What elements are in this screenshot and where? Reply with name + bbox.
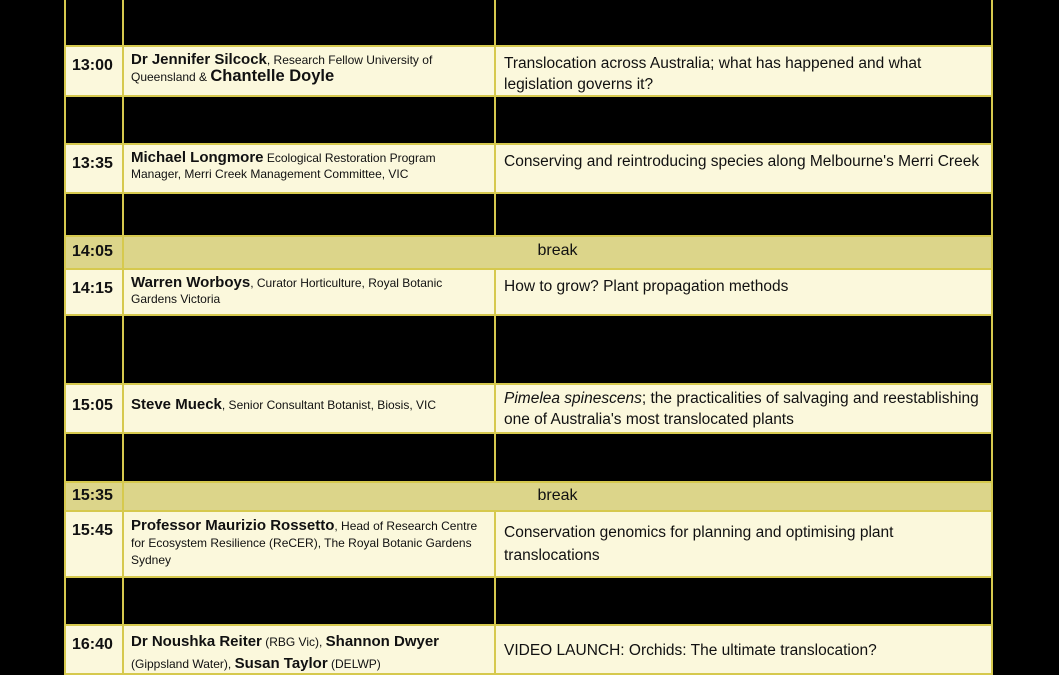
speaker-name: Professor Maurizio Rossetto bbox=[131, 517, 335, 534]
speaker-cell bbox=[124, 385, 496, 432]
speaker-cell bbox=[124, 0, 496, 45]
time-cell bbox=[66, 0, 124, 45]
session-time: 13:00 bbox=[66, 47, 124, 95]
break-time: 14:05 bbox=[66, 237, 124, 268]
session-row bbox=[64, 510, 993, 576]
speaker-cell bbox=[124, 97, 496, 143]
speaker-role: , Head of Research Centre for Ecosystem Resilience (ReCER), The Royal Botanic Gardens Sydney bbox=[131, 519, 478, 567]
topic-cell bbox=[496, 316, 991, 383]
topic-cell: VIDEO LAUNCH: Orchids: The ultimate translocation? bbox=[504, 642, 877, 659]
topic-cell bbox=[496, 97, 991, 143]
speaker-name: Warren Worboys bbox=[131, 274, 251, 291]
spacer-row bbox=[64, 576, 993, 624]
session-row bbox=[64, 143, 993, 192]
speaker-name: Chantelle Doyle bbox=[210, 67, 335, 85]
session-time: 13:35 bbox=[66, 145, 124, 192]
session-time: 15:05 bbox=[66, 385, 124, 432]
session-time: 16:40 bbox=[66, 626, 124, 673]
topic-cell: Translocation across Australia; what has happened and what legislation governs it? bbox=[504, 55, 922, 93]
break-time: 15:35 bbox=[66, 483, 124, 510]
break-label: break bbox=[537, 487, 578, 504]
session-row bbox=[64, 45, 993, 95]
schedule-table bbox=[64, 0, 993, 675]
speaker-role: Ecological Restoration Program Manager, Merri Creek Management Committee, VIC bbox=[131, 151, 436, 181]
speaker-name: Susan Taylor bbox=[234, 655, 328, 672]
topic-species: Pimelea spinescens bbox=[504, 390, 642, 407]
topic-cell bbox=[496, 578, 991, 624]
topic-cell bbox=[496, 385, 991, 432]
speaker-cell bbox=[124, 47, 496, 95]
speaker-cell bbox=[124, 194, 496, 235]
break-row bbox=[64, 235, 993, 268]
speaker-role: (RBG Vic), bbox=[261, 635, 326, 649]
time-cell bbox=[66, 316, 124, 383]
topic-cell: Conservation genomics for planning and optimising plant translocations bbox=[504, 524, 894, 564]
session-row bbox=[64, 383, 993, 432]
topic-cell bbox=[496, 0, 991, 45]
spacer-row bbox=[64, 432, 993, 481]
speaker-name: Dr Jennifer Silcock bbox=[131, 51, 267, 68]
spacer-row bbox=[64, 95, 993, 143]
spacer-row bbox=[64, 314, 993, 383]
speaker-cell bbox=[124, 434, 496, 481]
time-cell bbox=[66, 578, 124, 624]
time-cell bbox=[66, 194, 124, 235]
speaker-cell bbox=[124, 145, 496, 192]
break-label: break bbox=[537, 242, 578, 259]
time-cell bbox=[66, 434, 124, 481]
topic-cell: Conserving and reintroducing species along Melbourne's Merri Creek bbox=[504, 153, 980, 170]
topic-cell bbox=[496, 434, 991, 481]
spacer-row bbox=[64, 0, 993, 45]
session-time: 14:15 bbox=[66, 270, 124, 314]
session-time: 15:45 bbox=[66, 512, 124, 576]
speaker-name: Michael Longmore bbox=[131, 149, 264, 166]
session-row bbox=[64, 268, 993, 314]
speaker-cell bbox=[124, 270, 496, 314]
session-row bbox=[64, 624, 993, 675]
speaker-name: Dr Noushka Reiter bbox=[131, 633, 262, 650]
speaker-role: , Senior Consultant Botanist, Biosis, VIC bbox=[221, 398, 436, 412]
speaker-role: , Curator Horticulture, Royal Botanic Gardens Victoria bbox=[131, 276, 443, 306]
speaker-role: , Research Fellow University of Queensland & bbox=[131, 53, 433, 84]
time-cell bbox=[66, 97, 124, 143]
speaker-role: (Gippsland Water), bbox=[131, 657, 235, 671]
speaker-cell bbox=[124, 316, 496, 383]
speaker-cell bbox=[124, 626, 496, 673]
topic-cell bbox=[496, 194, 991, 235]
speaker-name: Steve Mueck bbox=[131, 396, 222, 413]
topic-cell: How to grow? Plant propagation methods bbox=[504, 278, 789, 295]
speaker-cell bbox=[124, 578, 496, 624]
break-row bbox=[64, 481, 993, 510]
spacer-row bbox=[64, 192, 993, 235]
speaker-role: (DELWP) bbox=[327, 657, 381, 671]
speaker-cell bbox=[124, 512, 496, 576]
topic-text: ; the practicalities of salvaging and reestablishing one of Australia's most translocated plants bbox=[504, 390, 979, 428]
speaker-name: Shannon Dwyer bbox=[325, 633, 440, 650]
